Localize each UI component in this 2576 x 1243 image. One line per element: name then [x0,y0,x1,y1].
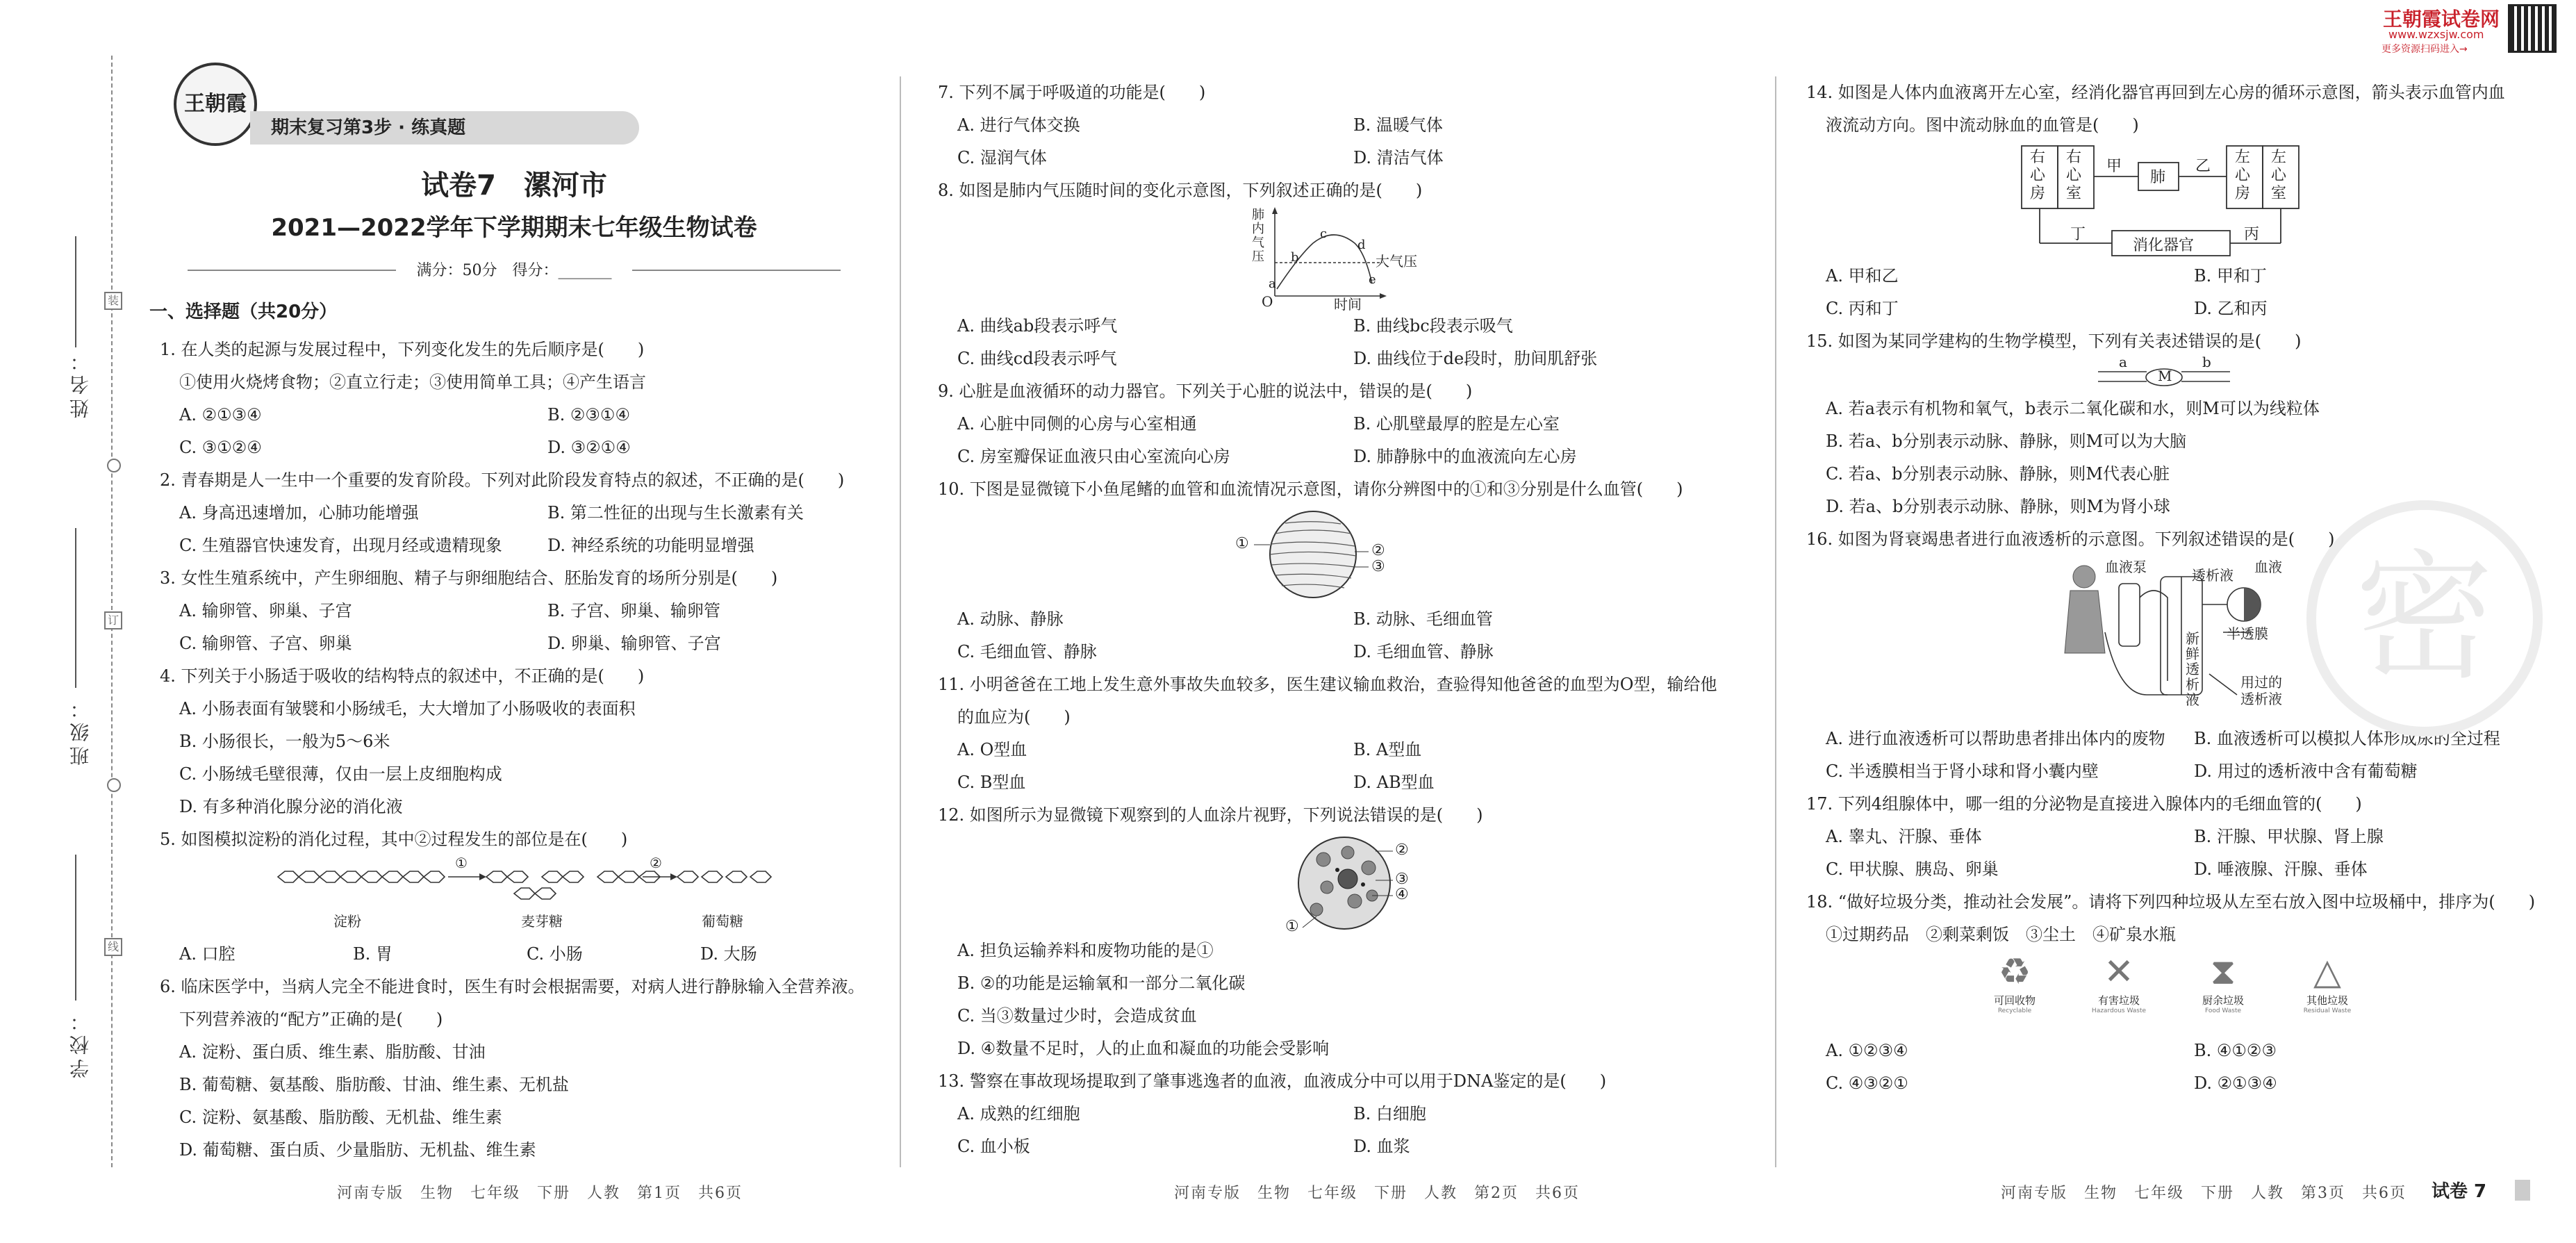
option-c[interactable]: C. B型血 [957,773,1026,792]
option-b[interactable]: B. 胃 [353,944,393,964]
page-column-2 [931,0,1765,1243]
label-m: M [2158,368,2172,384]
option-a[interactable]: A. 小肠表面有皱襞和小肠绒毛，大大增加了小肠吸收的表面积 [179,699,636,718]
vessel-label-1: ① [1235,535,1249,552]
option-a[interactable]: A. 成熟的红细胞 [957,1104,1080,1123]
bind-mark: 装 [104,292,122,310]
option-a[interactable]: A. 曲线ab段表示呼气 [957,316,1118,336]
option-b[interactable]: B. 温暖气体 [1353,115,1443,135]
option-d[interactable]: D. 有多种消化腺分泌的消化液 [179,797,403,816]
option-a[interactable]: A. ①②③④ [1826,1041,1908,1060]
food-waste-bin: ⧗ 厨余垃圾 Food Waste [2181,951,2265,1014]
rule [632,270,841,271]
option-c[interactable]: C. 半透膜相当于肾小球和肾小囊内壁 [1826,762,2099,781]
option-c[interactable]: C. 生殖器官快速发育，出现月经或遗精现象 [179,536,502,555]
question-1: 1. 在人类的起源与发展过程中，下列变化发生的先后顺序是( ) [160,340,645,359]
page-column-1 [146,0,882,1243]
question-3: 3. 女性生殖系统中，产生卵细胞、精子与卵细胞结合、胚胎发育的场所分别是( ) [160,568,778,588]
option-b[interactable]: B. 甲和丁 [2194,266,2267,286]
right-ventricle: 右心室 [2066,149,2082,202]
step-label: ① [455,855,468,871]
option-d[interactable]: D. ②①③④ [2194,1073,2277,1093]
option-a[interactable]: A. 口腔 [179,944,236,964]
option-c[interactable]: C. 丙和丁 [1826,299,1899,318]
option-b[interactable]: B. ②的功能是运输氧和一部分二氧化碳 [957,973,1246,993]
exam-subtitle: 2021—2022学年下学期期末七年级生物试卷 [271,214,757,242]
option-b[interactable]: B. 汗腺、甲状腺、肾上腺 [2194,827,2384,846]
question-11-cont: 的血应为( ) [957,707,1071,727]
cell-label-1: ① [1285,918,1299,935]
option-d[interactable]: D. ④数量不足时，人的止血和凝血的功能会受影响 [957,1039,1330,1058]
model-figure [1806,354,2563,393]
option-d[interactable]: D. 唾液腺、汗腺、垂体 [2194,859,2368,879]
bind-hole [107,459,121,472]
blood-smear-figure [938,832,1765,935]
option-d[interactable]: D. 血浆 [1353,1137,1410,1156]
question-2: 2. 青春期是人一生中一个重要的发育阶段。下列对此阶段发育特点的叙述，不正确的是( ) [160,470,845,490]
section-title: 一、选择题（共20分） [149,302,338,322]
question-17: 17. 下列4组腺体中，哪一组的分泌物是直接进入腺体内的毛细血管的( ) [1806,794,2362,814]
left-ventricle: 左心室 [2271,149,2287,202]
point-a: a [1269,277,1276,291]
vessel-ding: 丁 [2070,226,2086,243]
option-b[interactable]: B. 第二性征的出现与生长激素有关 [547,503,804,522]
option-b[interactable]: B. 心肌壁最厚的腔是左心室 [1353,414,1560,434]
school-label: 学校： [69,1007,92,1078]
option-b[interactable]: B. ②③①④ [547,405,630,425]
option-a[interactable]: A. 动脉、静脉 [957,609,1064,629]
option-b[interactable]: B. 若a、b分别表示动脉、静脉，则M可以为大脑 [1826,431,2187,451]
option-b[interactable]: B. 子宫、卵巢、输卵管 [547,601,720,620]
option-c[interactable]: C. 血小板 [957,1137,1030,1156]
point-e: e [1369,272,1376,287]
question-6-cont: 下列营养液的“配方”正确的是( ) [179,1010,443,1029]
question-15: 15. 如图为某同学建构的生物学模型，下列有关表述错误的是( ) [1806,331,2302,351]
option-a[interactable]: A. 身高迅速增加，心肺功能增强 [179,503,419,522]
lung: 肺 [2150,169,2166,186]
question-7: 7. 下列不属于呼吸道的功能是( ) [938,83,1206,102]
triangle-icon: △ [2313,951,2341,993]
option-b[interactable]: B. A型血 [1353,740,1422,759]
option-c[interactable]: C. 若a、b分别表示动脉、静脉，则M代表心脏 [1826,464,2170,484]
bind-hole [107,778,121,792]
point-d: d [1357,238,1366,252]
digestive-organ: 消化器官 [2133,237,2195,254]
label-a: a [2119,354,2127,370]
right-atrium: 右心房 [2030,149,2046,202]
question-8: 8. 如图是肺内气压随时间的变化示意图，下列叙述正确的是( ) [938,181,1423,200]
brand-logo: 王朝霞 [174,63,257,146]
school-blank [75,855,76,1001]
left-atrium: 左心房 [2235,149,2251,202]
option-d[interactable]: D. 卵巢、输卵管、子宫 [547,634,721,653]
option-c[interactable]: C. 小肠绒毛壁很薄，仅由一层上皮细胞构成 [179,764,502,784]
point-c: c [1320,227,1328,241]
option-c[interactable]: C. ③①②④ [179,438,262,457]
pump-label: 血液泵 [2105,559,2147,575]
hazardous-bin: ✕ 有害垃圾 Hazardous Waste [2077,951,2161,1014]
y-axis-label: 肺内气压 [1252,208,1264,264]
fresh-dialysate-label: 新鲜透析液 [2186,630,2199,708]
used-dialysate-label: 用过的透析液 [2240,674,2282,707]
option-d[interactable]: D. 清洁气体 [1353,148,1444,167]
site-slogan: 更多资源扫码进入→ [2381,44,2468,55]
paper-badge: 试卷 7 [2431,1181,2487,1202]
point-b: b [1291,250,1299,265]
option-d[interactable]: D. 毛细血管、静脉 [1353,642,1494,661]
question-18: 18. “做好垃圾分类，推动社会发展”。请将下列四种垃圾从左至右放入图中垃圾桶中，排序为( ) [1806,892,2536,912]
column-divider [1775,76,1776,1167]
circulation-figure [1806,142,2563,260]
dialysate-label: 透析液 [2192,567,2234,584]
cell-label-3: ③ [1395,871,1409,888]
recycle-icon: ♻ [1998,951,2031,993]
score-line: 满分：50分 得分：_______ [416,262,612,279]
option-d[interactable]: D. 肺静脉中的血液流向左心房 [1353,447,1577,466]
option-b[interactable]: B. 曲线bc段表示吸气 [1353,316,1513,336]
vessel-label-2: ② [1371,542,1385,559]
option-d[interactable]: D. ③②①④ [547,438,631,457]
question-14: 14. 如图是人体内血液离开左心室，经消化器官再回到左心房的循环示意图，箭头表示血管内血 [1806,83,2505,102]
cell-label-2: ② [1395,841,1409,859]
banner: 期末复习第3步 · 练真题 [250,111,639,145]
option-a[interactable]: A. 淀粉、蛋白质、维生素、脂肪酸、甘油 [179,1042,486,1062]
rule [188,270,396,271]
option-a[interactable]: A. 若a表示有机物和氧气，b表示二氧化碳和水，则M可以为线粒体 [1826,399,2320,418]
page-footer: 河南专版 生物 七年级 下册 人教 第3页 共6页 [2001,1185,2406,1202]
option-b[interactable]: B. 小肠很长，一般为5～6米 [179,732,390,751]
maltose-label: 麦芽糖 [521,913,563,930]
starch-digestion-figure [160,856,882,938]
label-b: b [2202,354,2211,370]
option-d[interactable]: D. 若a、b分别表示动脉、静脉，则M为肾小球 [1826,497,2170,516]
question-9: 9. 心脏是血液循环的动力器官。下列关于心脏的说法中，错误的是( ) [938,381,1473,401]
site-url: www.wzxsjw.com [2388,28,2484,41]
question-13: 13. 警察在事故现场提取到了肇事逃逸者的血液，血液成分中可以用于DNA鉴定的是( ) [938,1071,1607,1091]
page-column-3 [1806,0,2570,1243]
option-d[interactable]: D. 曲线位于de段时，肋间肌舒张 [1353,349,1598,368]
option-b[interactable]: B. 动脉、毛细血管 [1353,609,1493,629]
option-b[interactable]: B. 血液透析可以模拟人体形成尿的全过程 [2194,729,2500,748]
recyclable-bin: ♻ 可回收物 Recyclable [1973,951,2056,1014]
x-axis-label: 时间 [1334,296,1362,313]
step-label: ② [650,855,662,871]
vessel-jia: 甲 [2106,158,2122,175]
question-1-items: ①使用火烧烤食物；②直立行走；③使用简单工具；④产生语言 [179,372,646,392]
question-14-cont: 液流动方向。图中流动脉血的血管是( ) [1826,115,2139,135]
exam-title: 试卷7 漯河市 [421,170,607,201]
bind-mark: 线 [104,938,122,956]
name-label: 姓名： [69,347,92,418]
option-a[interactable]: A. 心脏中同侧的心房与心室相通 [957,414,1197,434]
question-16: 16. 如图为肾衰竭患者进行血液透析的示意图。下列叙述错误的是( ) [1806,529,2335,549]
option-c[interactable]: C. 输卵管、子宫、卵巢 [179,634,352,653]
option-c[interactable]: C. 甲状腺、胰岛、卵巢 [1826,859,1999,879]
badge-tab [2515,1180,2530,1201]
option-d[interactable]: D. 神经系统的功能明显增强 [547,536,754,555]
origin-label: O [1262,293,1273,310]
option-d[interactable]: D. AB型血 [1353,773,1435,792]
lung-pressure-graph [938,207,1765,313]
hazard-x-icon: ✕ [2104,951,2134,993]
option-a[interactable]: A. 甲和乙 [1826,266,1899,286]
page-footer: 河南专版 生物 七年级 下册 人教 第1页 共6页 [337,1185,743,1202]
option-a[interactable]: A. 担负运输养料和废物功能的是① [957,941,1214,960]
option-c[interactable]: C. 毛细血管、静脉 [957,642,1097,661]
vessel-bing: 丙 [2244,226,2260,243]
class-blank [75,528,76,688]
option-c[interactable]: C. 淀粉、氨基酸、脂肪酸、无机盐、维生素 [179,1108,502,1127]
membrane-label: 半透膜 [2227,625,2268,642]
name-blank [75,236,76,347]
glucose-label: 葡萄糖 [702,913,743,930]
hourglass-icon: ⧗ [2210,951,2236,993]
question-4: 4. 下列关于小肠适于吸收的结构特点的叙述中，不正确的是( ) [160,666,645,686]
question-10: 10. 下图是显微镜下小鱼尾鳍的血管和血流情况示意图，请你分辨图中的①和③分别是什么血管( ) [938,479,1683,499]
option-c[interactable]: C. 房室瓣保证血液只由心室流向心房 [957,447,1230,466]
option-a[interactable]: A. ②①③④ [179,405,262,425]
site-brand: 王朝霞试卷网 [2383,8,2500,31]
question-12: 12. 如图所示为显微镜下观察到的人血涂片视野，下列说法错误的是( ) [938,805,1483,825]
question-5: 5. 如图模拟淀粉的消化过程，其中②过程发生的部位是在( ) [160,830,628,849]
vessel-label-3: ③ [1371,558,1385,575]
bind-mark: 订 [104,611,122,629]
vessel-yi: 乙 [2195,158,2211,175]
option-b[interactable]: B. ④①②③ [2194,1041,2277,1060]
option-b[interactable]: B. 葡萄糖、氨基酸、脂肪酸、甘油、维生素、无机盐 [179,1075,569,1094]
cell-label-4: ④ [1395,886,1409,903]
option-c[interactable]: C. 小肠 [527,944,583,964]
blood-label: 血液 [2254,559,2282,575]
option-a[interactable]: A. 睾丸、汗腺、垂体 [1826,827,1982,846]
page-footer: 河南专版 生物 七年级 下册 人教 第2页 共6页 [1174,1185,1580,1202]
option-d[interactable]: D. 葡萄糖、蛋白质、少量脂肪、无机盐、维生素 [179,1140,536,1160]
option-a[interactable]: A. 进行气体交换 [957,115,1080,135]
question-18-items: ①过期药品 ②剩菜剩饭 ③尘土 ④矿泉水瓶 [1826,925,2176,944]
option-d[interactable]: D. 大肠 [700,944,757,964]
question-6: 6. 临床医学中，当病人完全不能进食时，医生有时会根据需要，对病人进行静脉输入全营养液。 [160,977,865,996]
option-a[interactable]: A. O型血 [957,740,1027,759]
column-divider [900,76,901,1167]
garbage-bins-figure [1806,951,2563,1035]
class-label: 班级： [69,695,92,766]
option-d[interactable]: D. 用过的透析液中含有葡萄糖 [2194,762,2418,781]
option-a[interactable]: A. 输卵管、卵巢、子宫 [179,601,352,620]
option-c[interactable]: C. 当③数量过少时，会造成贫血 [957,1006,1197,1026]
option-c[interactable]: C. 湿润气体 [957,148,1047,167]
atmos-label: 大气压 [1376,253,1417,270]
fish-tail-figure [938,506,1765,603]
starch-label: 淀粉 [333,913,361,930]
watermark-seal: 密 [2306,500,2543,736]
option-a[interactable]: A. 进行血液透析可以帮助患者排出体内的废物 [1826,729,2165,748]
option-b[interactable]: B. 白细胞 [1353,1104,1426,1123]
qr-code-icon[interactable] [2508,4,2557,53]
residual-bin: △ 其他垃圾 Residual Waste [2286,951,2369,1014]
option-c[interactable]: C. 曲线cd段表示呼气 [957,349,1117,368]
question-11: 11. 小明爸爸在工地上发生意外事故失血较多，医生建议输血救治，查验得知他爸爸的血型为O型，输给他 [938,675,1717,694]
option-c[interactable]: C. ④③②① [1826,1073,1908,1093]
option-d[interactable]: D. 乙和丙 [2194,299,2268,318]
